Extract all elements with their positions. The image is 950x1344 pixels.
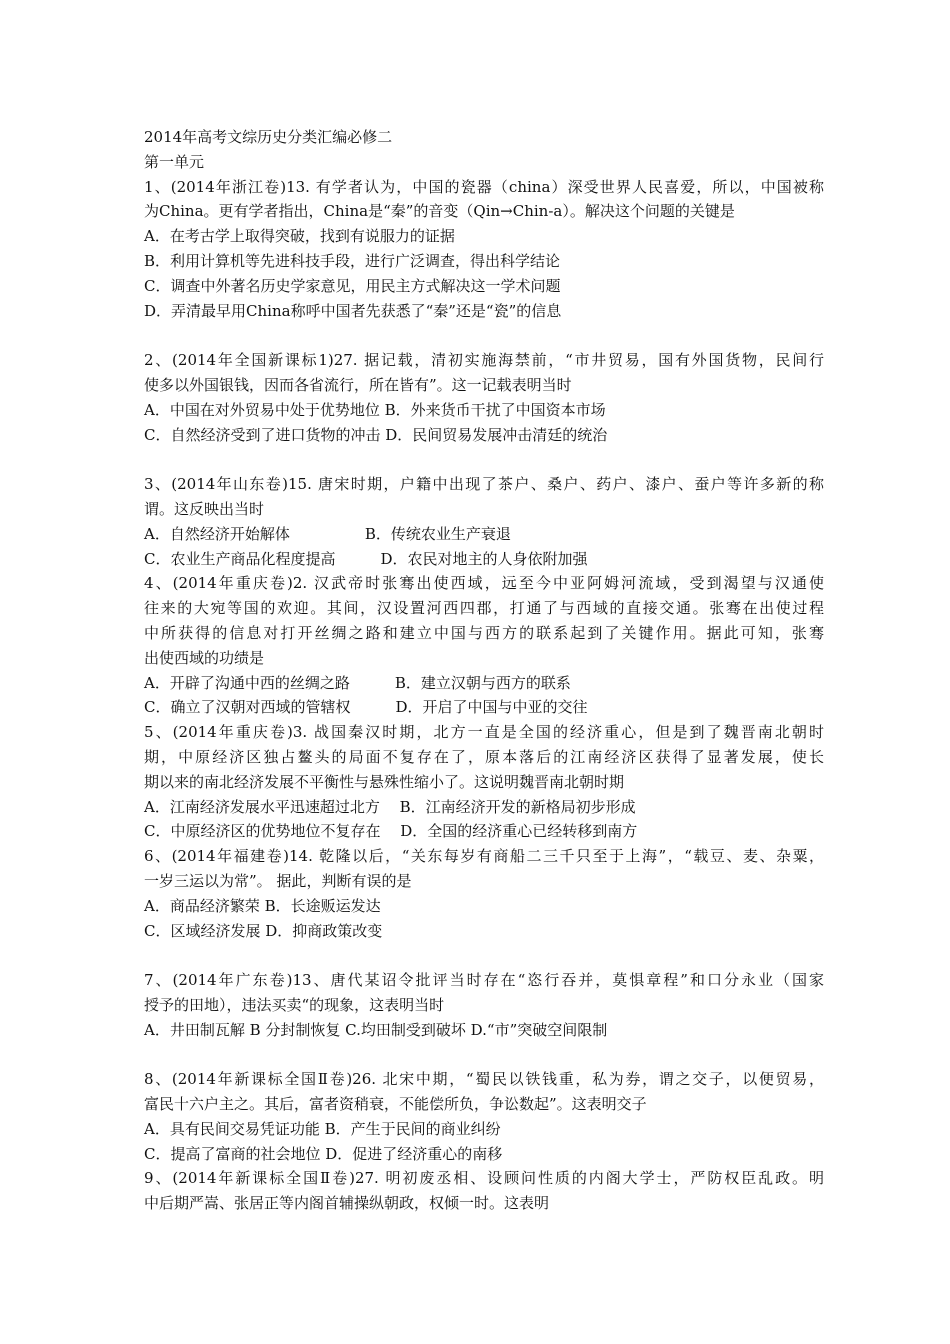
question-stem-line: 8、(2014年新课标全国Ⅱ卷)26. 北宋中期，“蜀民以铁钱重，私为券，谓之交子，以便贸易， [144, 1070, 824, 1089]
question-4 [144, 571, 824, 720]
question-stem-line: 2、(2014年全国新课标1)27. 据记载，清初实施海禁前，“市井贸易，国有外国货物，民间行 [144, 351, 824, 370]
option-line: A．商品经济繁荣 B．长途贩运发达 [144, 896, 381, 915]
question-stem-line: 中后期严嵩、张居正等内阁首辅操纵朝政，权倾一时。这表明 [144, 1194, 550, 1213]
document-page [144, 125, 824, 1216]
question-stem-line: 谓。这反映出当时 [144, 499, 265, 518]
question-stem-line: 5、(2014年重庆卷)3. 战国秦汉时期，北方一直是全国的经济重心，但是到了魏晋南北朝时 [144, 723, 824, 742]
option-line: A．开辟了沟通中西的丝绸之路 B．建立汉朝与西方的联系 [144, 673, 571, 692]
spacer [144, 1042, 824, 1067]
option-line: C．提高了富商的社会地位 D．促进了经济重心的南移 [144, 1144, 503, 1163]
question-stem-line: 6、(2014年福建卷)14. 乾隆以后，“关东每岁有商船二三千只至于上海”，“载豆、麦、杂粟， [144, 847, 824, 866]
question-1 [144, 175, 824, 324]
question-stem-line: 使多以外国银钱，因而各省流行，所在皆有”。这一记载表明当时 [144, 375, 572, 394]
question-stem-line: 授予的田地），违法买卖“的现象，这表明当时 [144, 995, 445, 1014]
spacer [144, 323, 824, 348]
unit-heading: 第一单元 [144, 152, 205, 171]
question-stem-line: 9、(2014年新课标全国Ⅱ卷)27. 明初废丞相、设顾问性质的内阁大学士，严防权臣乱政。明 [144, 1169, 824, 1188]
question-stem-line: 往来的大宛等国的欢迎。其间，汉设置河西四郡，打通了与西域的直接交通。张骞在出使过程 [144, 599, 824, 618]
option-line: C．确立了汉朝对西域的管辖权 D．开启了中国与中亚的交往 [144, 698, 588, 717]
question-2 [144, 348, 824, 447]
option-line: C．自然经济受到了进口货物的冲击 D．民间贸易发展冲击清廷的统治 [144, 425, 608, 444]
option-line: C．中原经济区的优势地位不复存在 D．全国的经济重心已经转移到南方 [144, 822, 638, 841]
option-line: A．江南经济发展水平迅速超过北方 B．江南经济开发的新格局初步形成 [144, 797, 636, 816]
question-stem-line: 3、(2014年山东卷)15. 唐宋时期，户籍中出现了茶户、桑户、药户、漆户、蚕户等许多新的称 [144, 475, 824, 494]
question-6 [144, 844, 824, 943]
option-line: C．区域经济发展 D．抑商政策改变 [144, 921, 383, 940]
question-5 [144, 720, 824, 844]
question-stem-line: 期以来的南北经济发展不平衡性与悬殊性缩小了。这说明魏晋南北朝时期 [144, 772, 625, 791]
question-stem-line: 4、(2014年重庆卷)2. 汉武帝时张骞出使西域，远至今中亚阿姆河流域，受到渴望与汉通使 [144, 574, 824, 593]
option-line: B．利用计算机等先进科技手段，进行广泛调查，得出科学结论 [144, 251, 561, 270]
question-stem-line: 为China。更有学者指出，China是“秦”的音变（Qin→Chin-a）。解决这个问题的关键是 [144, 202, 735, 221]
option-line: A．在考古学上取得突破，找到有说服力的证据 [144, 227, 455, 246]
spacer [144, 943, 824, 968]
question-stem-line: 7、(2014年广东卷)13、唐代某诏令批评当时存在“恣行吞并，莫惧章程”和口分永业（国家 [144, 971, 824, 990]
question-stem-line: 1、(2014年浙江卷)13. 有学者认为，中国的瓷器（china）深受世界人民喜爱，所以，中国被称 [144, 177, 824, 196]
question-9 [144, 1166, 824, 1216]
question-stem-line: 期，中原经济区独占鳌头的局面不复存在了，原本落后的江南经济区获得了显著发展，使长 [144, 747, 824, 766]
question-stem-line: 出使西域的功绩是 [144, 648, 265, 667]
option-line: A．井田制瓦解 B 分封制恢复 C.均田制受到破坏 D.“市”突破空间限制 [144, 1020, 608, 1039]
option-line: C．农业生产商品化程度提高 D．农民对地主的人身依附加强 [144, 549, 588, 568]
question-8 [144, 1067, 824, 1166]
question-7 [144, 968, 824, 1042]
question-stem-line: 中所获得的信息对打开丝绸之路和建立中国与西方的联系起到了关键作用。据此可知，张骞 [144, 623, 824, 642]
option-line: C．调查中外著名历史学家意见，用民主方式解决这一学术问题 [144, 276, 561, 295]
option-line: D．弄清最早用China称呼中国者先获悉了“秦”还是“瓷”的信息 [144, 301, 562, 320]
option-line: A．中国在对外贸易中处于优势地位 B．外来货币干扰了中国资本市场 [144, 400, 606, 419]
question-stem-line: 富民十六户主之。其后，富者资稍衰，不能偿所负，争讼数起”。这表明交子 [144, 1095, 647, 1114]
option-line: A．自然经济开始解体 B．传统农业生产衰退 [144, 524, 511, 543]
question-3 [144, 472, 824, 571]
question-stem-line: 一岁三运以为常”。 据此，判断有误的是 [144, 871, 412, 890]
spacer [144, 447, 824, 472]
option-line: A．具有民间交易凭证功能 B．产生于民间的商业纠纷 [144, 1119, 501, 1138]
document-title: 2014年高考文综历史分类汇编必修二 [144, 128, 393, 146]
